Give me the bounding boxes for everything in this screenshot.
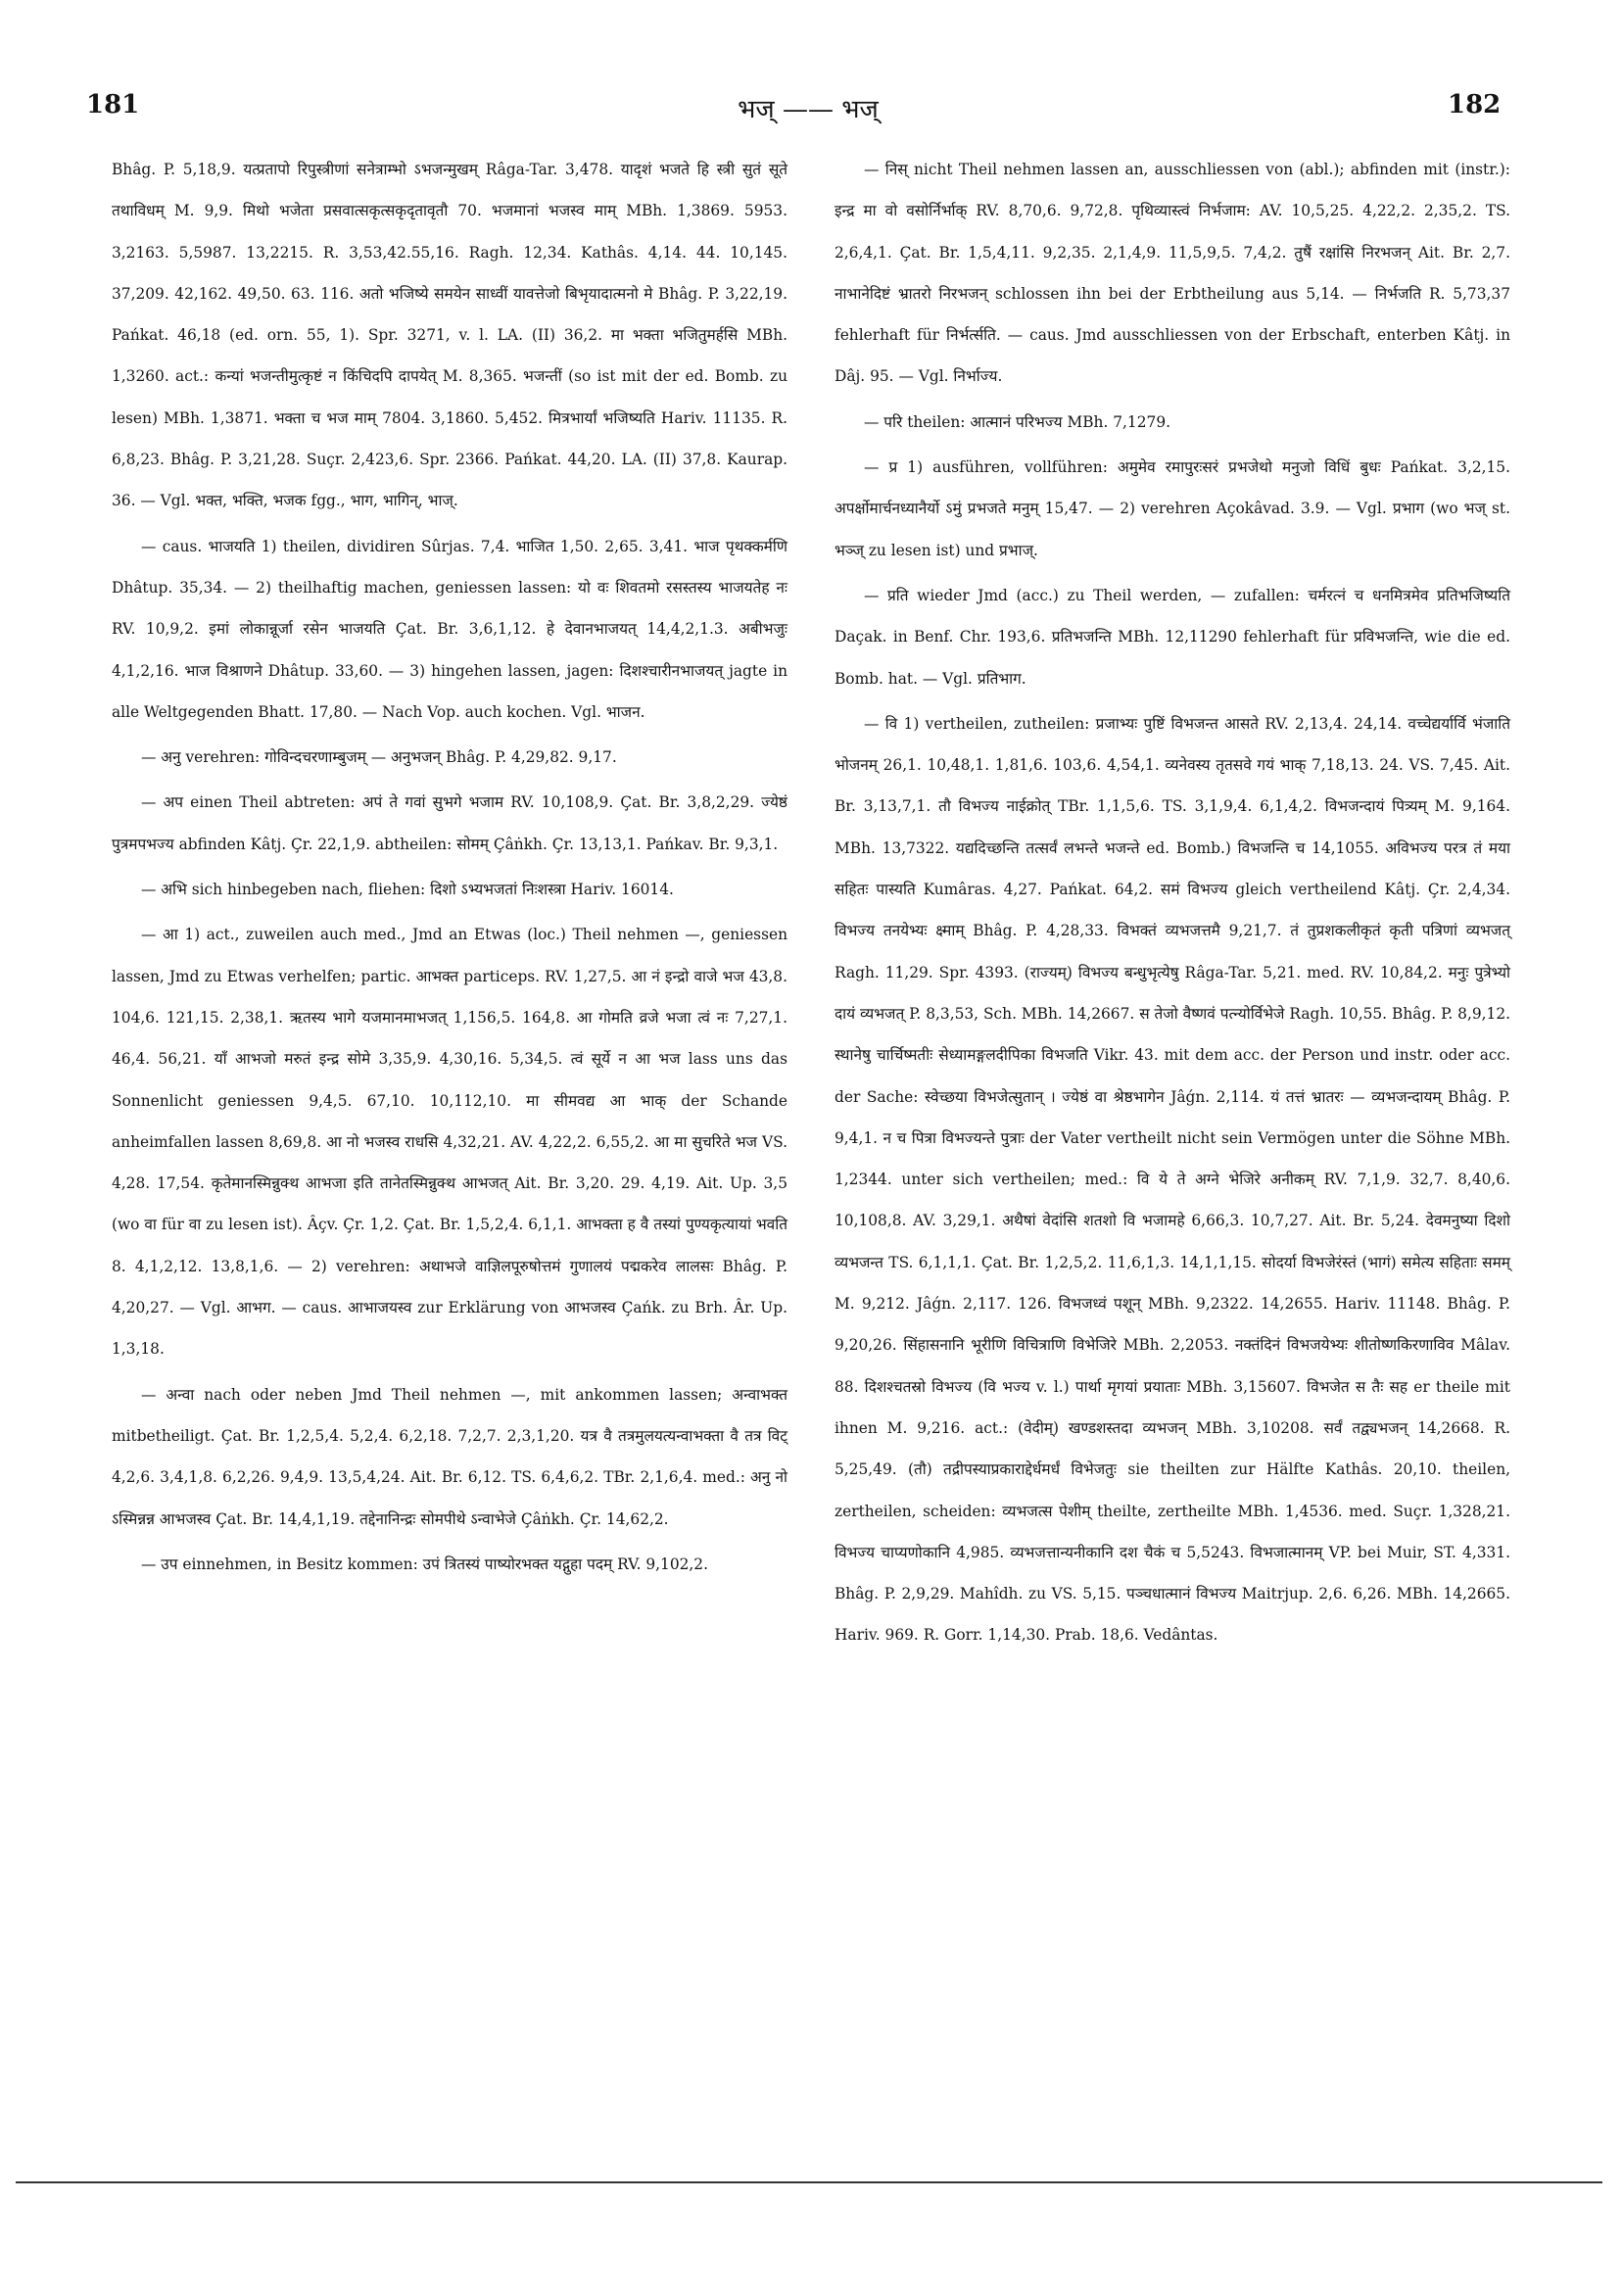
bottom-rule bbox=[16, 2181, 1602, 2183]
entry-paragraph: — प्र 1) ausführen, vollführen: अमुमेव रमापुरःसरं प्रभजेथो मनुजो विधिं बुधः Pańkat. 3,2,15. अपर्क्षोमार्चनध्यानैर्यो ऽमुं प्रभजते मनुम् 15,47. — 2) verehren Açokâvad. 3.9. — Vgl. प्रभाग (wo भज् st. भञ्ज् zu lesen ist) und प्रभाज्. bbox=[835, 458, 1510, 559]
left-column bbox=[112, 149, 787, 1589]
entry-paragraph: — अभि sich hinbegeben nach, fliehen: दिशो ऽभ्यभजतां निःशस्त्रा Hariv. 16014. bbox=[141, 881, 674, 899]
right-column bbox=[835, 149, 1510, 1660]
entry-paragraph: — caus. भाजयति 1) theilen, dividiren Sûrjas. 7,4. भाजित 1,50. 2,65. 3,41. भाज पृथक्कर्मणि Dhâtup. 35,34. — 2) theilhaftig machen, geniessen lassen: यो वः शिवतमो रसस्तस्य भाजयतेह नः RV. 10,9,2. इमां लोकान्नूर्जा रसेन भाजयति Çat. Br. 3,6,1,12. हे देवानभाजयत् 14,4,2,1.3. अबीभजुः 4,1,2,16. भाज विश्राणने Dhâtup. 33,60. — 3) hingehen lassen, jagen: दिशश्चारीनभाजयत् jagte in alle Weltgegenden Bhatt. 17,80. — Nach Vop. auch kochen. Vgl. भाजन. bbox=[112, 537, 787, 721]
page-number-right: 182 bbox=[1448, 90, 1502, 120]
entry-paragraph: — अन्वा nach oder neben Jmd Theil nehmen —, mit ankommen lassen; अन्वाभक्त mitbetheiligt. Çat. Br. 1,2,5,4. 5,2,4. 6,2,18. 7,2,7. 2,3,1,20. यत्र वै तत्रमुलयत्यन्वाभक्ता वै तत्र विट् 4,2,6. 3,4,1,8. 6,2,26. 9,4,9. 13,5,4,24. Ait. Br. 6,12. TS. 6,4,6,2. TBr. 2,1,6,4. med.: अनु नो ऽस्मिन्नन्न आभजस्व Çat. Br. 14,4,1,19. तद्देनानिन्द्रः सोमपीथे ऽन्वाभेजे Çâṅkh. Çr. 14,62,2. bbox=[112, 1385, 787, 1528]
entry-paragraph: — वि 1) vertheilen, zutheilen: प्रजाभ्यः पुष्टिं विभजन्त आसते RV. 2,13,4. 24,14. वच्चेद्यर्यार्वि भंजाति भोजनम् 26,1. 10,48,1. 1,81,6. 103,6. 4,54,1. व्यनेवस्य तृतसवे गयं भाक् 7,18,13. 24. VS. 7,45. Ait. Br. 3,13,7,1. तौ विभज्य नाईक्रोत् TBr. 1,1,5,6. TS. 3,1,9,4. 6,1,4,2. विभजन्दायं पित्र्यम् M. 9,164. MBh. 13,7322. यद्यदिच्छन्ति तत्सर्वं लभन्ते भजन्ते ed. Bomb.) विभजन्ति च 14,1055. अविभज्य परत्र तं मया सहितः पास्यति Kumâras. 4,27. Pańkat. 64,2. समं विभज्य gleich vertheilend Kâtj. Çr. 2,4,34. विभज्य तनयेभ्यः क्ष्माम् Bhâg. P. 4,28,33. विभक्तं व्यभजत्तमै 9,21,7. तं तुप्रशकलीकृतं कृती पत्रिणां व्यभजत् Ragh. 11,29. Spr. 4393. (राज्यम्) विभज्य बन्धुभृत्येषु Râga-Tar. 5,21. med. RV. 10,84,2. मनुः पुत्रेभ्यो दायं व्यभजत् P. 8,3,53, Sch. MBh. 14,2667. स तेजो वैष्णवं पत्न्योर्विभेजे Ragh. 10,55. Bhâg. P. 8,9,12. स्थानेषु चार्चिष्मतीः सेध्यामङ्गलदीपिका विभजति Vikr. 43. mit dem acc. der Person und instr. oder acc. der Sache: स्वेच्छया विभजेत्सुतान् । ज्येष्ठं वा श्रेष्ठभागेन Jâǵn. 2,114. यं तत्तं भ्रातरः — व्यभजन्दायम् Bhâg. P. 9,4,1. न च पित्रा विभज्यन्ते पुत्राः der Vater vertheilt nicht sein Vermögen unter die Söhne MBh. 1,2344. unter sich vertheilen; med.: वि ये ते अग्ने भेजिरे अनीकम् RV. 7,1,9. 32,7. 8,40,6. 10,108,8. AV. 3,29,1. अथैषां वेदांसि शतशो वि भजामहे 6,66,3. 10,7,27. Ait. Br. 5,24. देवमनुष्या दिशो व्यभजन्त TS. 6,1,1,1. Çat. Br. 1,2,5,2. 11,6,1,3. 14,1,1,15. सोदर्या विभजेरंस्तं (भागं) समेत्य सहिताः समम् M. 9,212. Jâǵn. 2,117. 126. विभजध्वं पशून् MBh. 9,2322. 14,2655. Hariv. 11148. Bhâg. P. 9,20,26. सिंहासनानि भूरीणि विचित्राणि विभेजिरे MBh. 2,2053. नक्तंदिनं विभजयेभ्यः शीतोष्णकिरणाविव Mâlav. 88. दिशश्चतस्रो विभज्य (वि भज्य v. l.) पार्था मृगयां प्रयाताः MBh. 3,15607. विभजेत स तैः सह er theile mit ihnen M. 9,216. act.: (वेदीम्) खण्डशस्तदा व्यभजन् MBh. 3,10208. सर्वं तद्व्यभजन् 14,2668. R. 5,25,49. (तौ) तद्रीपस्याप्रकाराद्देर्धमर्धं विभेजतुः sie theilten zur Hälfte Kathâs. 20,10. theilen, zertheilen, scheiden: व्यभजत्स पेशीम् theilte, zertheilte MBh. 1,4536. med. Suçr. 1,328,21. विभज्य चाप्यणोकानि 4,985. व्यभजत्तान्यनीकानि दश चैकं च 5,5243. विभजात्मानम् VP. bei Muir, ST. 4,331. Bhâg. P. 2,9,29. Mahîdh. zu VS. 5,15. पञ्चधात्मानं विभज्य Maitrjup. 2,6. 6,26. MBh. 14,2665. Hariv. 969. R. Gorr. 1,14,30. Prab. 18,6. Vedântas. bbox=[835, 714, 1510, 1645]
entry-paragraph: — निस् nicht Theil nehmen lassen an, ausschliessen von (abl.); abfinden mit (instr.): इन्द्र मा वो वसोर्निर्भाक् RV. 8,70,6. 9,72,8. पृथिव्यास्त्वं निर्भजाम: AV. 10,5,25. 4,22,2. 2,35,2. TS. 2,6,4,1. Çat. Br. 1,5,4,11. 9,2,35. 2,1,4,9. 11,5,9,5. 7,4,2. तुषैं रक्षांसि निरभजन् Ait. Br. 2,7. नाभानेदिष्टं भ्रातरो निरभजन् schlossen ihn bei der Erbtheilung aus 5,14. — निर्भजति R. 5,73,37 fehlerhaft für निर्भर्त्सति. — caus. Jmd ausschliessen von der Erbschaft, enterben Kâtj. in Dâj. 95. — Vgl. निर्भाज्य. bbox=[835, 161, 1510, 386]
entry-paragraph: — उप einnehmen, in Besitz kommen: उपं त्रितस्यं पाष्योरभक्त यद्गुहा पदम् RV. 9,102,2. bbox=[141, 1555, 708, 1573]
running-head: भज् —— भज् bbox=[738, 95, 879, 124]
entry-paragraph: — अप einen Theil abtreten: अपं ते गवां सुभगे भजाम RV. 10,108,9. Çat. Br. 3,8,2,29. ज्येष्ठं पुत्रमपभज्य abfinden Kâtj. Çr. 22,1,9. abtheilen: सोमम् Çâṅkh. Çr. 13,13,1. Pańkav. Br. 9,3,1. bbox=[112, 793, 787, 853]
entry-paragraph: — अनु verehren: गोविन्दचरणाम्बुजम् — अनुभजन् Bhâg. P. 4,29,82. 9,17. bbox=[141, 748, 617, 767]
entry-paragraph: Bhâg. P. 5,18,9. यत्प्रतापो रिपुस्त्रीणां सनेत्राम्भो ऽभजन्मुखम् Râga-Tar. 3,478. यादृशं भजते हि स्त्री सुतं सूते तथाविधम् M. 9,9. मिथो भजेता प्रसवात्सकृत्सकृदृतावृतौ 70. भजमानां भजस्व माम् MBh. 1,3869. 5953. 3,2163. 5,5987. 13,2215. R. 3,53,42.55,16. Ragh. 12,34. Kathâs. 4,14. 44. 10,145. 37,209. 42,162. 49,50. 63. 116. अतो भजिष्ये समयेन साध्वीं यावत्तेजो बिभृयादात्मनो मे Bhâg. P. 3,22,19. Pańkat. 46,18 (ed. orn. 55, 1). Spr. 3271, v. l. LA. (II) 36,2. मा भक्ता भजितुमर्हसि MBh. 1,3260. act.: कन्यां भजन्तीमुत्कृष्टं न किंचिदपि दापयेत् M. 8,365. भजन्तीं (so ist mit der ed. Bomb. zu lesen) MBh. 1,3871. भक्ता च भज माम् 7804. 3,1860. 5,452. मित्रभार्यां भजिष्यति Hariv. 11135. R. 6,8,23. Bhâg. P. 3,21,28. Suçr. 2,423,6. Spr. 2366. Pańkat. 44,20. LA. (II) 37,8. Kaurap. 36. — Vgl. भक्त, भक्ति, भजक fgg., भाग, भागिन्, भाज्. bbox=[112, 161, 787, 510]
entry-paragraph: — आ 1) act., zuweilen auch med., Jmd an Etwas (loc.) Theil nehmen —, geniessen lassen, Jmd zu Etwas verhelfen; partic. आभक्त particeps. RV. 1,27,5. आ नं इन्द्रो वाजे भज 43,8. 104,6. 121,15. 2,38,1. ऋतस्य भागे यजमानमाभजत् 1,156,5. 164,8. आ गोमति व्रजे भजा त्वं नः 7,27,1. 46,4. 56,21. याँ आभजो मरुतं इन्द्र सोमे 3,35,9. 4,30,16. 5,34,5. त्वं सूर्ये न आ भज lass uns das Sonnenlicht geniessen 9,4,5. 67,10. 10,112,10. मा सीमवद्य आ भाक् der Schande anheimfallen lassen 8,69,8. आ नो भजस्व राधसि 4,32,21. AV. 4,22,2. 6,55,2. आ मा सुचरिते भज VS. 4,28. 17,54. कृतेमानस्मिन्नुक्थ आभजा इति तानेतस्मिन्नुक्थ आभजत् Ait. Br. 3,20. 29. 4,19. Ait. Up. 3,5 (wo वा für वा zu lesen ist). Âçv. Çr. 1,2. Çat. Br. 1,5,2,4. 6,1,1. आभक्ता ह वै तस्यां पुण्यकृत्यायां भवति 8. 4,1,2,12. 13,8,1,6. — 2) verehren: अथाभजे वाज्ञिलपूरुषोत्तमं गुणालयं पद्मकरेव लालसः Bhâg. P. 4,20,27. — Vgl. आभग. — caus. आभाजयस्व zur Erklärung von आभजस्व Çańk. zu Brh. Âr. Up. 1,3,18. bbox=[112, 926, 787, 1359]
page-number-left: 181 bbox=[86, 90, 140, 120]
entry-paragraph: — परि theilen: आत्मानं परिभज्य MBh. 7,1279. bbox=[864, 412, 1170, 431]
entry-paragraph: — प्रति wieder Jmd (acc.) zu Theil werden, — zufallen: चर्मरत्नं च धनमित्रमेव प्रतिभजिष्यति Daçak. in Benf. Chr. 193,6. प्रतिभजन्ति MBh. 12,11290 fehlerhaft für प्रविभजन्ति, wie die ed. Bomb. hat. — Vgl. प्रतिभाग. bbox=[835, 586, 1510, 688]
